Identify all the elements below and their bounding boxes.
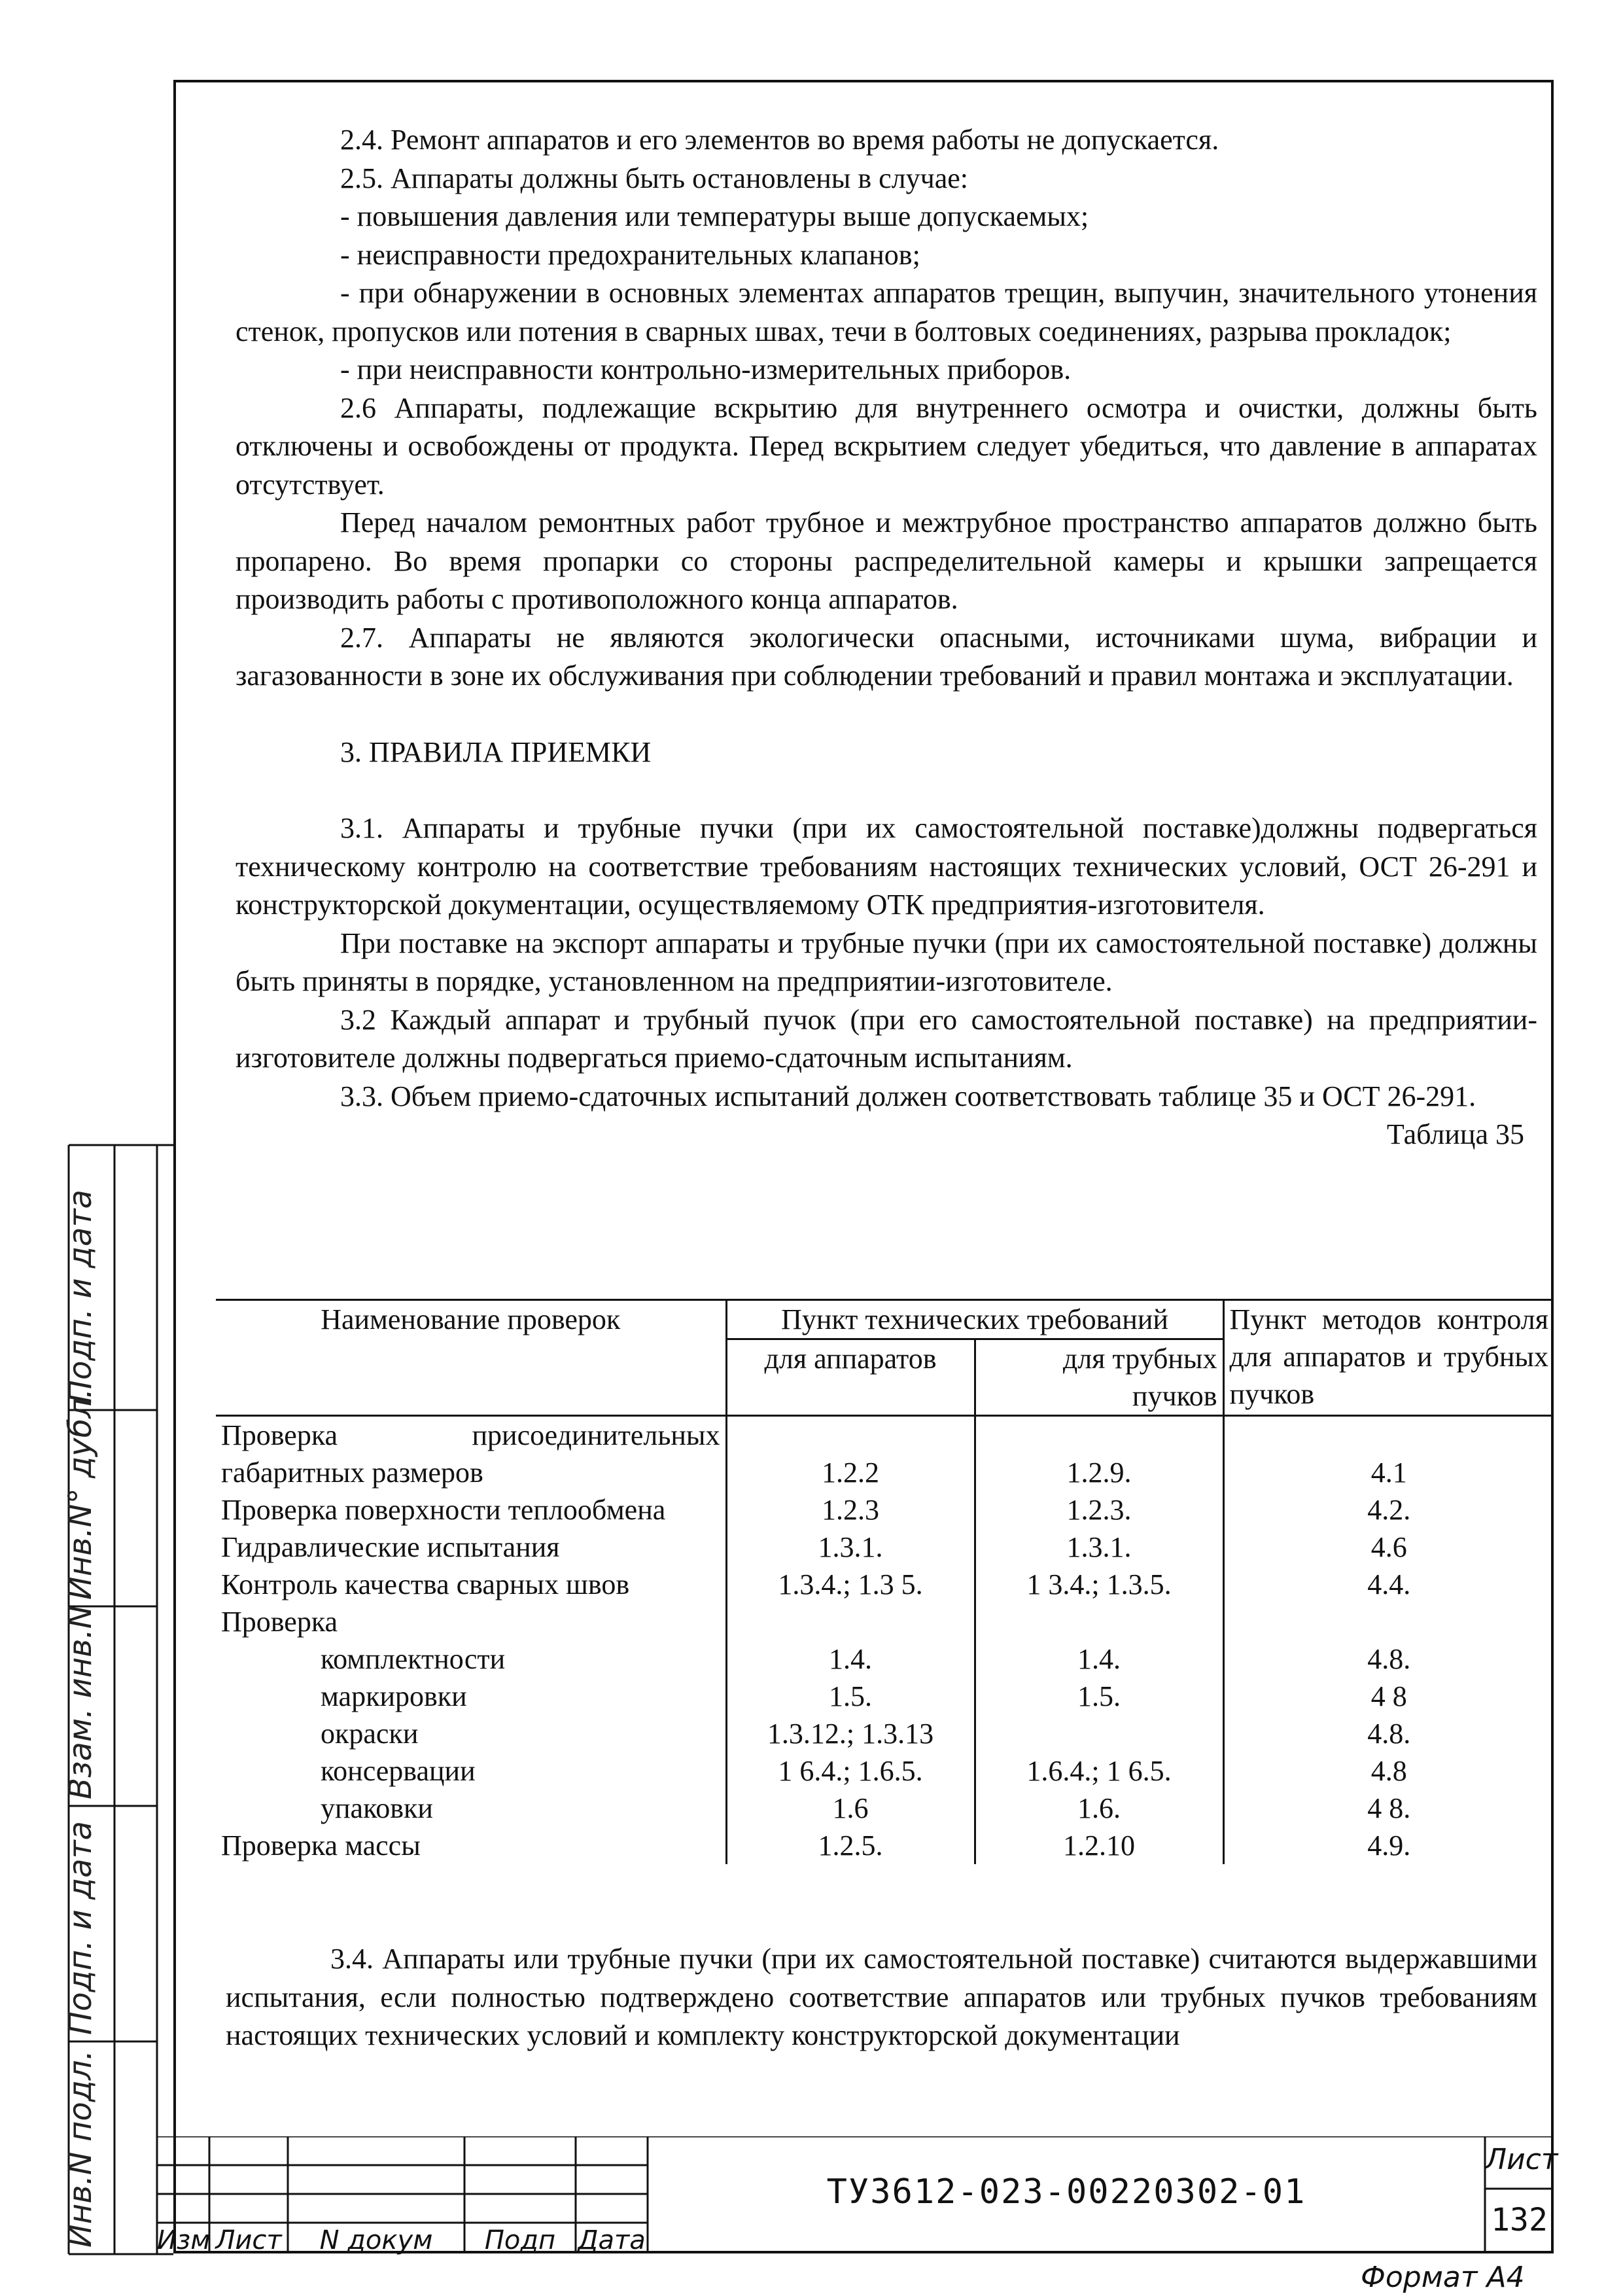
para-3-3: 3.3. Объем приемо-сдаточных испытаний должен соответствовать таблице 35 и ОСТ 26-291.: [340, 1080, 1476, 1112]
header-control-methods: Пункт методов контроля для аппаратов и трубных пучков: [1223, 1300, 1554, 1416]
header-tech-requirements: Пункт технических требований: [726, 1300, 1223, 1339]
cell-method: 4.4.: [1223, 1566, 1554, 1603]
header-for-bundles: для трубных пучков: [975, 1339, 1223, 1416]
section-heading-3: 3. ПРАВИЛА ПРИЕМКИ: [340, 735, 652, 768]
header-for-apparatus: для аппаратов: [726, 1339, 975, 1416]
list-item-valves: - неисправности предохранительных клапанов;: [340, 238, 920, 271]
cell-apparatus: 1.2.2: [726, 1416, 975, 1492]
cell-apparatus: 1.2.5.: [726, 1827, 975, 1864]
para-3-4: 3.4. Аппараты или трубные пучки (при их самостоятельной поставке) считаются выдержавшими испытания, если полностью подтверждено соответствие аппаратов или трубных пучков требованиям настоящих технических условий и комплекту конструкторской документации: [226, 1943, 1537, 2051]
cell-apparatus: 1.5.: [726, 1678, 975, 1715]
cell-method: 4 8: [1223, 1678, 1554, 1715]
table-caption: Таблица 35: [1386, 1118, 1524, 1150]
cell-method: 4.8.: [1223, 1640, 1554, 1678]
cell-apparatus: 1.3.4.; 1.3 5.: [726, 1566, 975, 1603]
cell-bundle: 1.4.: [975, 1640, 1223, 1678]
cell-bundle: 1 3.4.; 1.3.5.: [975, 1566, 1223, 1603]
cell-method: 4.6: [1223, 1528, 1554, 1566]
list-item-cracks: - при обнаружении в основных элементах аппаратов трещин, выпучин, значительного утонения стенок, пропусков или потения в сварных швах, течи в болтовых соединениях, разрыва прокладок;: [236, 277, 1537, 347]
cell-method: 4.1: [1223, 1416, 1554, 1492]
label-vzam-inv: Взам. инв.N: [62, 1605, 99, 1799]
label-inv-dubl: Инв.N° дубл.: [62, 1388, 99, 1600]
cell-check-name: маркировки: [321, 1680, 467, 1712]
cell-check-name: упаковки: [321, 1792, 433, 1824]
cell-method: 4.8.: [1223, 1715, 1554, 1752]
cell-check-name: Проверка поверхности теплообмена: [221, 1494, 666, 1526]
cell-method: 4.8: [1223, 1752, 1554, 1790]
cell-check-name: Контроль качества сварных швов: [221, 1568, 630, 1600]
cell-bundle: 1.5.: [975, 1678, 1223, 1715]
cell-method: 4.9.: [1223, 1827, 1554, 1864]
para-2-6: 2.6 Аппараты, подлежащие вскрытию для внутреннего осмотра и очистки, должны быть отключены и освобождены от продукта. Перед вскрытием следует убедиться, что давление в аппаратах отсутствует.: [236, 391, 1537, 501]
list-item-instruments: - при неисправности контрольно-измерительных приборов.: [340, 353, 1072, 385]
stamp-list: Лист: [215, 2225, 282, 2255]
cell-check-name: Гидравлические испытания: [221, 1531, 560, 1563]
title-block: [157, 2136, 1558, 2255]
para-3-2: 3.2 Каждый аппарат и трубный пучок (при его самостоятельной поставке) на предприятии-изготовителе должны подвергаться приемо-сдаточным испытаниям.: [236, 1003, 1537, 1074]
cell-check-name: Проверка массы: [221, 1829, 421, 1862]
cell-bundle: 1.6.: [975, 1790, 1223, 1827]
cell-method: 4.2.: [1223, 1491, 1554, 1528]
cell-apparatus: 1.6: [726, 1790, 975, 1827]
cell-check-name: консервации: [321, 1755, 476, 1787]
stamp-n-dokum: N докум: [319, 2225, 433, 2255]
header-check-name: Наименование проверок: [321, 1303, 621, 1335]
cell-check-name: окраски: [321, 1718, 419, 1750]
para-export: При поставке на экспорт аппараты и трубные пучки (при их самостоятельной поставке) должны быть приняты в порядке, установленном на предприятии-изготовителе.: [236, 927, 1537, 997]
stamp-podp: Подп: [484, 2225, 556, 2255]
cell-apparatus: 1.3.12.; 1.3.13: [726, 1715, 975, 1752]
cell-apparatus: 1.3.1.: [726, 1528, 975, 1566]
cell-bundle: 1.2.10: [975, 1827, 1223, 1864]
cell-check-name: комплектности: [321, 1643, 506, 1675]
cell-apparatus: 1.4.: [726, 1640, 975, 1678]
para-2-7: 2.7. Аппараты не являются экологически опасными, источниками шума, вибрации и загазованности в зоне их обслуживания при соблюдении требований и правил монтажа и эксплуатации.: [236, 621, 1537, 692]
cell-method: 4 8.: [1223, 1790, 1554, 1827]
para-2-4: 2.4. Ремонт аппаратов и его элементов во время работы не допускается.: [340, 124, 1219, 156]
cell-apparatus: 1.2.3: [726, 1491, 975, 1528]
cell-check-name: Проверка: [221, 1606, 338, 1638]
cell-bundle: 1.2.3.: [975, 1491, 1223, 1528]
label-podp-data-1: Подп. и дата: [62, 1190, 99, 1404]
stamp-data: Дата: [578, 2225, 646, 2255]
cell-bundle: 1.6.4.; 1 6.5.: [975, 1752, 1223, 1790]
format-label: Формат А4: [1361, 2261, 1525, 2294]
para-steaming: Перед началом ремонтных работ трубное и межтрубное пространство аппаратов должно быть пропарено. Во время пропарки со стороны распределительной камеры и крышки запрещается производить работы с противоположного конца аппаратов.: [236, 506, 1537, 615]
cell-bundle: 1.2.9.: [975, 1416, 1223, 1492]
document-code: ТУ3612-023-00220302-01: [826, 2172, 1306, 2212]
para-3-1: 3.1. Аппараты и трубные пучки (при их самостоятельной поставке)должны подвергаться техническому контролю на соответствие требованиям настоящих технических условий, ОСТ 26-291 и конструкторской документации, осуществляемому ОТК предприятия-изготовителя.: [236, 812, 1537, 921]
cell-bundle: 1.3.1.: [975, 1528, 1223, 1566]
list-item-pressure: - повышения давления или температуры выше допускаемых;: [340, 200, 1089, 232]
label-inv-podl: Инв.N подл.: [62, 2050, 99, 2248]
para-2-5: 2.5. Аппараты должны быть остановлены в случае:: [340, 162, 969, 194]
cell-check-name: Проверка присоединительных габаритных размеров: [221, 1419, 720, 1489]
stamp-izm: Изм: [157, 2225, 211, 2255]
cell-apparatus: 1 6.4.; 1.6.5.: [726, 1752, 975, 1790]
label-podp-data-2: Подп. и дата: [62, 1821, 99, 2035]
sheet-label: Лист: [1485, 2143, 1558, 2176]
sheet-number: 132: [1491, 2202, 1548, 2238]
